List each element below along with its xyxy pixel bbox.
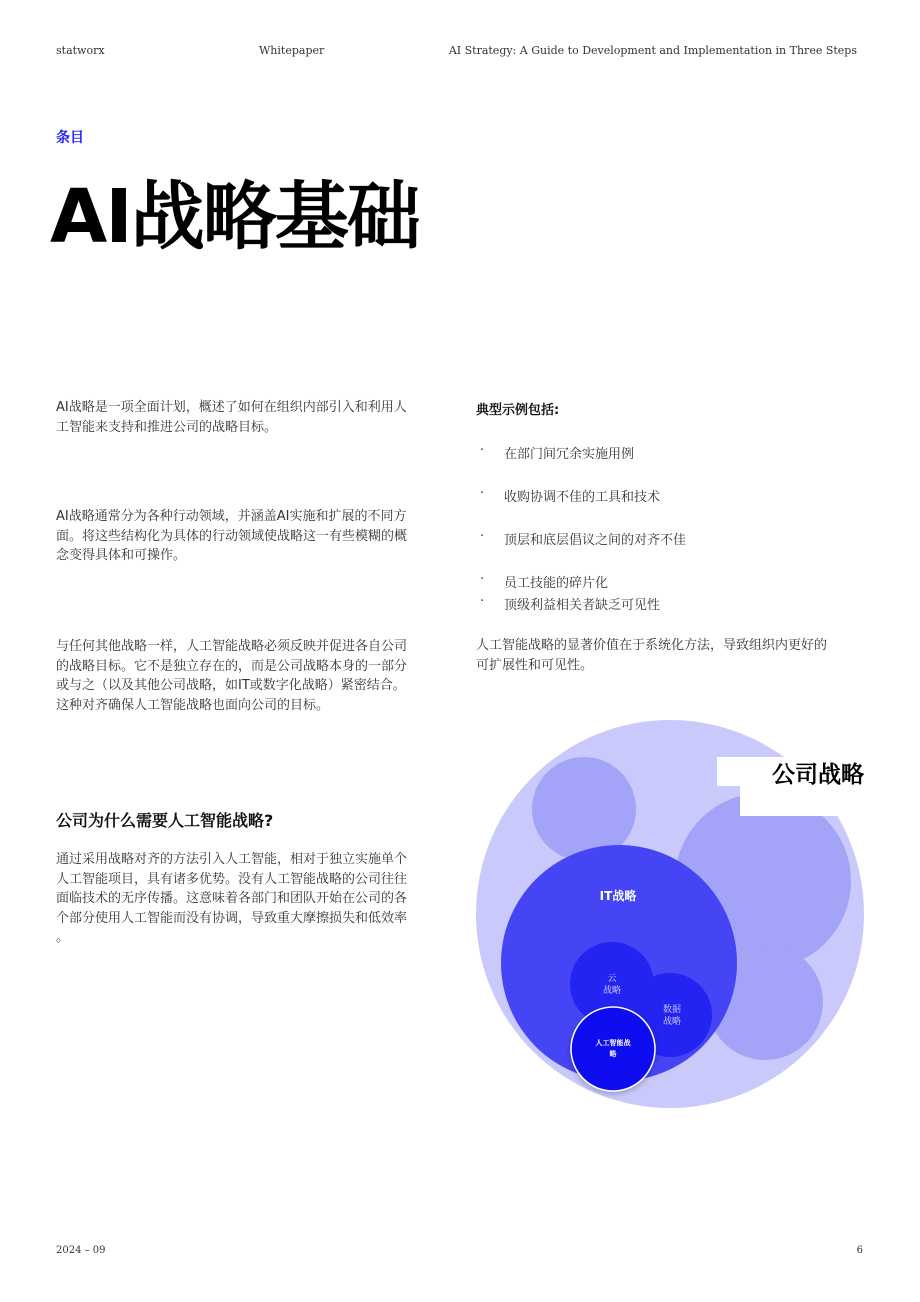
header-brand: statworx [56,44,105,57]
company-strategy-label: 公司战略 [772,762,864,788]
ai-strategy-label-line2: 略 [609,1050,617,1058]
strategy-diagram [460,710,900,1120]
action-fields-paragraph: AI战略通常分为各种行动领域，并涵盖AI实施和扩展的不同方 面。将这些结构化为具体的行动领域使战略这一有些模糊的概 念变得具体和可操作。 [56,509,408,563]
page-number: 6 [856,1245,863,1256]
bullet-icon: · [480,572,485,587]
it-strategy-label: IT战略 [599,889,637,903]
ai-strategy-label-line1: 人工智能战 [595,1039,631,1047]
header-doc-title: AI Strategy: A Guide to Development and Implementation in Three Steps [448,44,857,57]
intro-paragraph: AI战略是一项全面计划，概述了如何在组织内部引入和利用人 工智能来支持和推进公司的战略目标。 [56,400,407,435]
value-paragraph: 人工智能战略的显著价值在于系统化方法，导致组织内更好的 可扩展性和可见性。 [476,638,828,673]
data-strategy-label-line2: 战略 [662,1017,682,1027]
footer-date: 2024 – 09 [56,1245,106,1256]
alignment-paragraph: 与任何其他战略一样，人工智能战略必须反映并促进各自公司 的战略目标。它不是独立存在的，而是公司战略本身的一部分 或与之（以及其他公司战略，如IT或数字化战略）紧密结合。 这种对齐确保人工智能战略也面向公司的目标。 [56,639,408,713]
data-strategy-label-line1: 数据 [662,1005,682,1015]
header-doc-type: Whitepaper [259,44,325,57]
page-title: AI战略基础 [50,174,419,260]
why-heading: 公司为什么需要人工智能战略? [56,811,274,830]
examples-heading: 典型示例包括: [476,403,560,418]
cloud-strategy-label-line1: 云 [607,974,617,984]
cloud-strategy-label-line2: 战略 [602,986,622,996]
bullet-icon: · [480,486,485,501]
bullet-icon: · [480,529,485,544]
section-label: 条目 [56,130,84,146]
company-label-box [740,786,867,816]
bullet-icon: · [480,443,485,458]
why-paragraph: 通过采用战略对齐的方法引入人工智能，相对于独立实施单个 人工智能项目，具有诸多优势。没有人工智能战略的公司往往 面临技术的无序传播。这意味着各部门和团队开始在公司的各 个部分使用人工智能而没有协调，导致重大摩擦损失和低效率 。 [56,852,408,945]
bullet-icon: · [480,594,485,609]
ai-strategy-circle [571,1007,655,1091]
